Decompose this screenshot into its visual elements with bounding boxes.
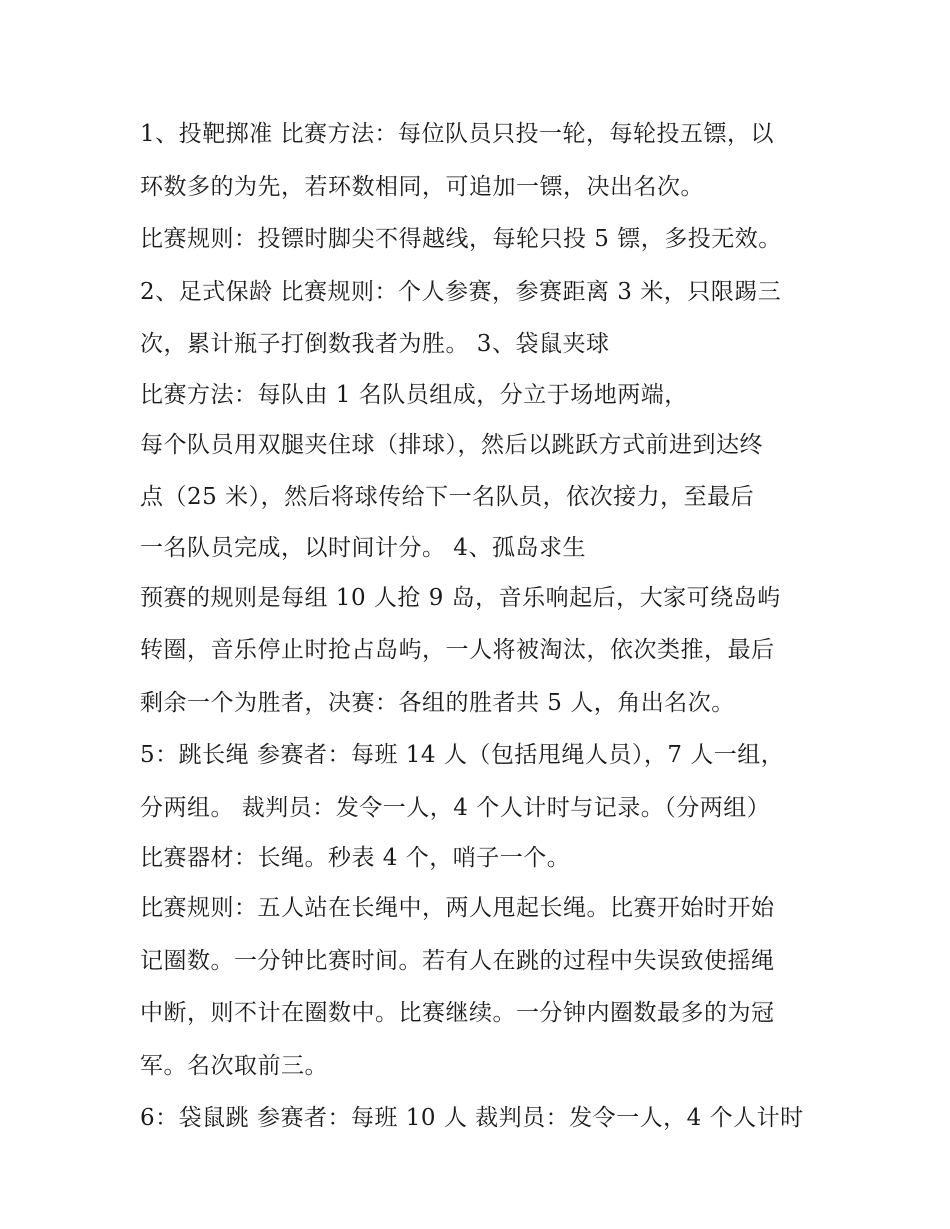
text-line: 中断，则不计在圈数中。比赛继续。一分钟内圈数最多的为冠 [140,1000,775,1026]
text-line: 5：跳长绳 参赛者：每班 14 人（包括甩绳人员），7 人一组， [140,742,785,768]
text-line: 记圈数。一分钟比赛时间。若有人在跳的过程中失误致使摇绳 [140,947,775,974]
text-line: 一名队员完成，以时间计分。 4、孤岛求生 [140,534,586,561]
text-line: 比赛规则：五人站在长绳中，两人甩起长绳。比赛开始时开始 [140,895,775,921]
text-line: 剩余一个为胜者，决赛：各组的胜者共 5 人，角出名次。 [140,689,735,716]
text-line: 转圈，音乐停止时抢占岛屿，一人将被淘汰，依次类推，最后 [140,637,775,663]
text-line: 环数多的为先，若环数相同，可追加一镖，决出名次。 [140,173,704,200]
text-line: 6：袋鼠跳 参赛者：每班 10 人 裁判员：发令一人，4 个人计时 [140,1105,804,1131]
text-line: 分两组。 裁判员：发令一人，4 个人计时与记录。（分两组） [140,794,771,821]
text-line: 比赛方法：每队由 1 名队员组成，分立于场地两端， [140,381,688,408]
text-line: 1、投靶掷准 比赛方法：每位队员只投一轮，每轮投五镖，以 [140,121,774,147]
text-line: 预赛的规则是每组 10 人抢 9 岛，音乐响起后，大家可绕岛屿 [140,584,781,611]
text-line: 2、足式保龄 比赛规则：个人参赛，参赛距离 3 米，只限踢三 [140,278,782,305]
text-line: 每个队员用双腿夹住球（排球），然后以跳跃方式前进到达终 [140,431,763,458]
text-line: 军。名次取前三。 [140,1052,328,1079]
text-line: 比赛器材：长绳。秒表 4 个，哨子一个。 [140,845,571,871]
text-line: 比赛规则：投镖时脚尖不得越线，每轮只投 5 镖，多投无效。 [140,226,782,252]
text-line: 次，累计瓶子打倒数我者为胜。 3、袋鼠夹球 [140,331,610,357]
document-body [140,108,830,1145]
text-line: 点（25 米），然后将球传给下一名队员，依次接力，至最后 [140,484,755,510]
